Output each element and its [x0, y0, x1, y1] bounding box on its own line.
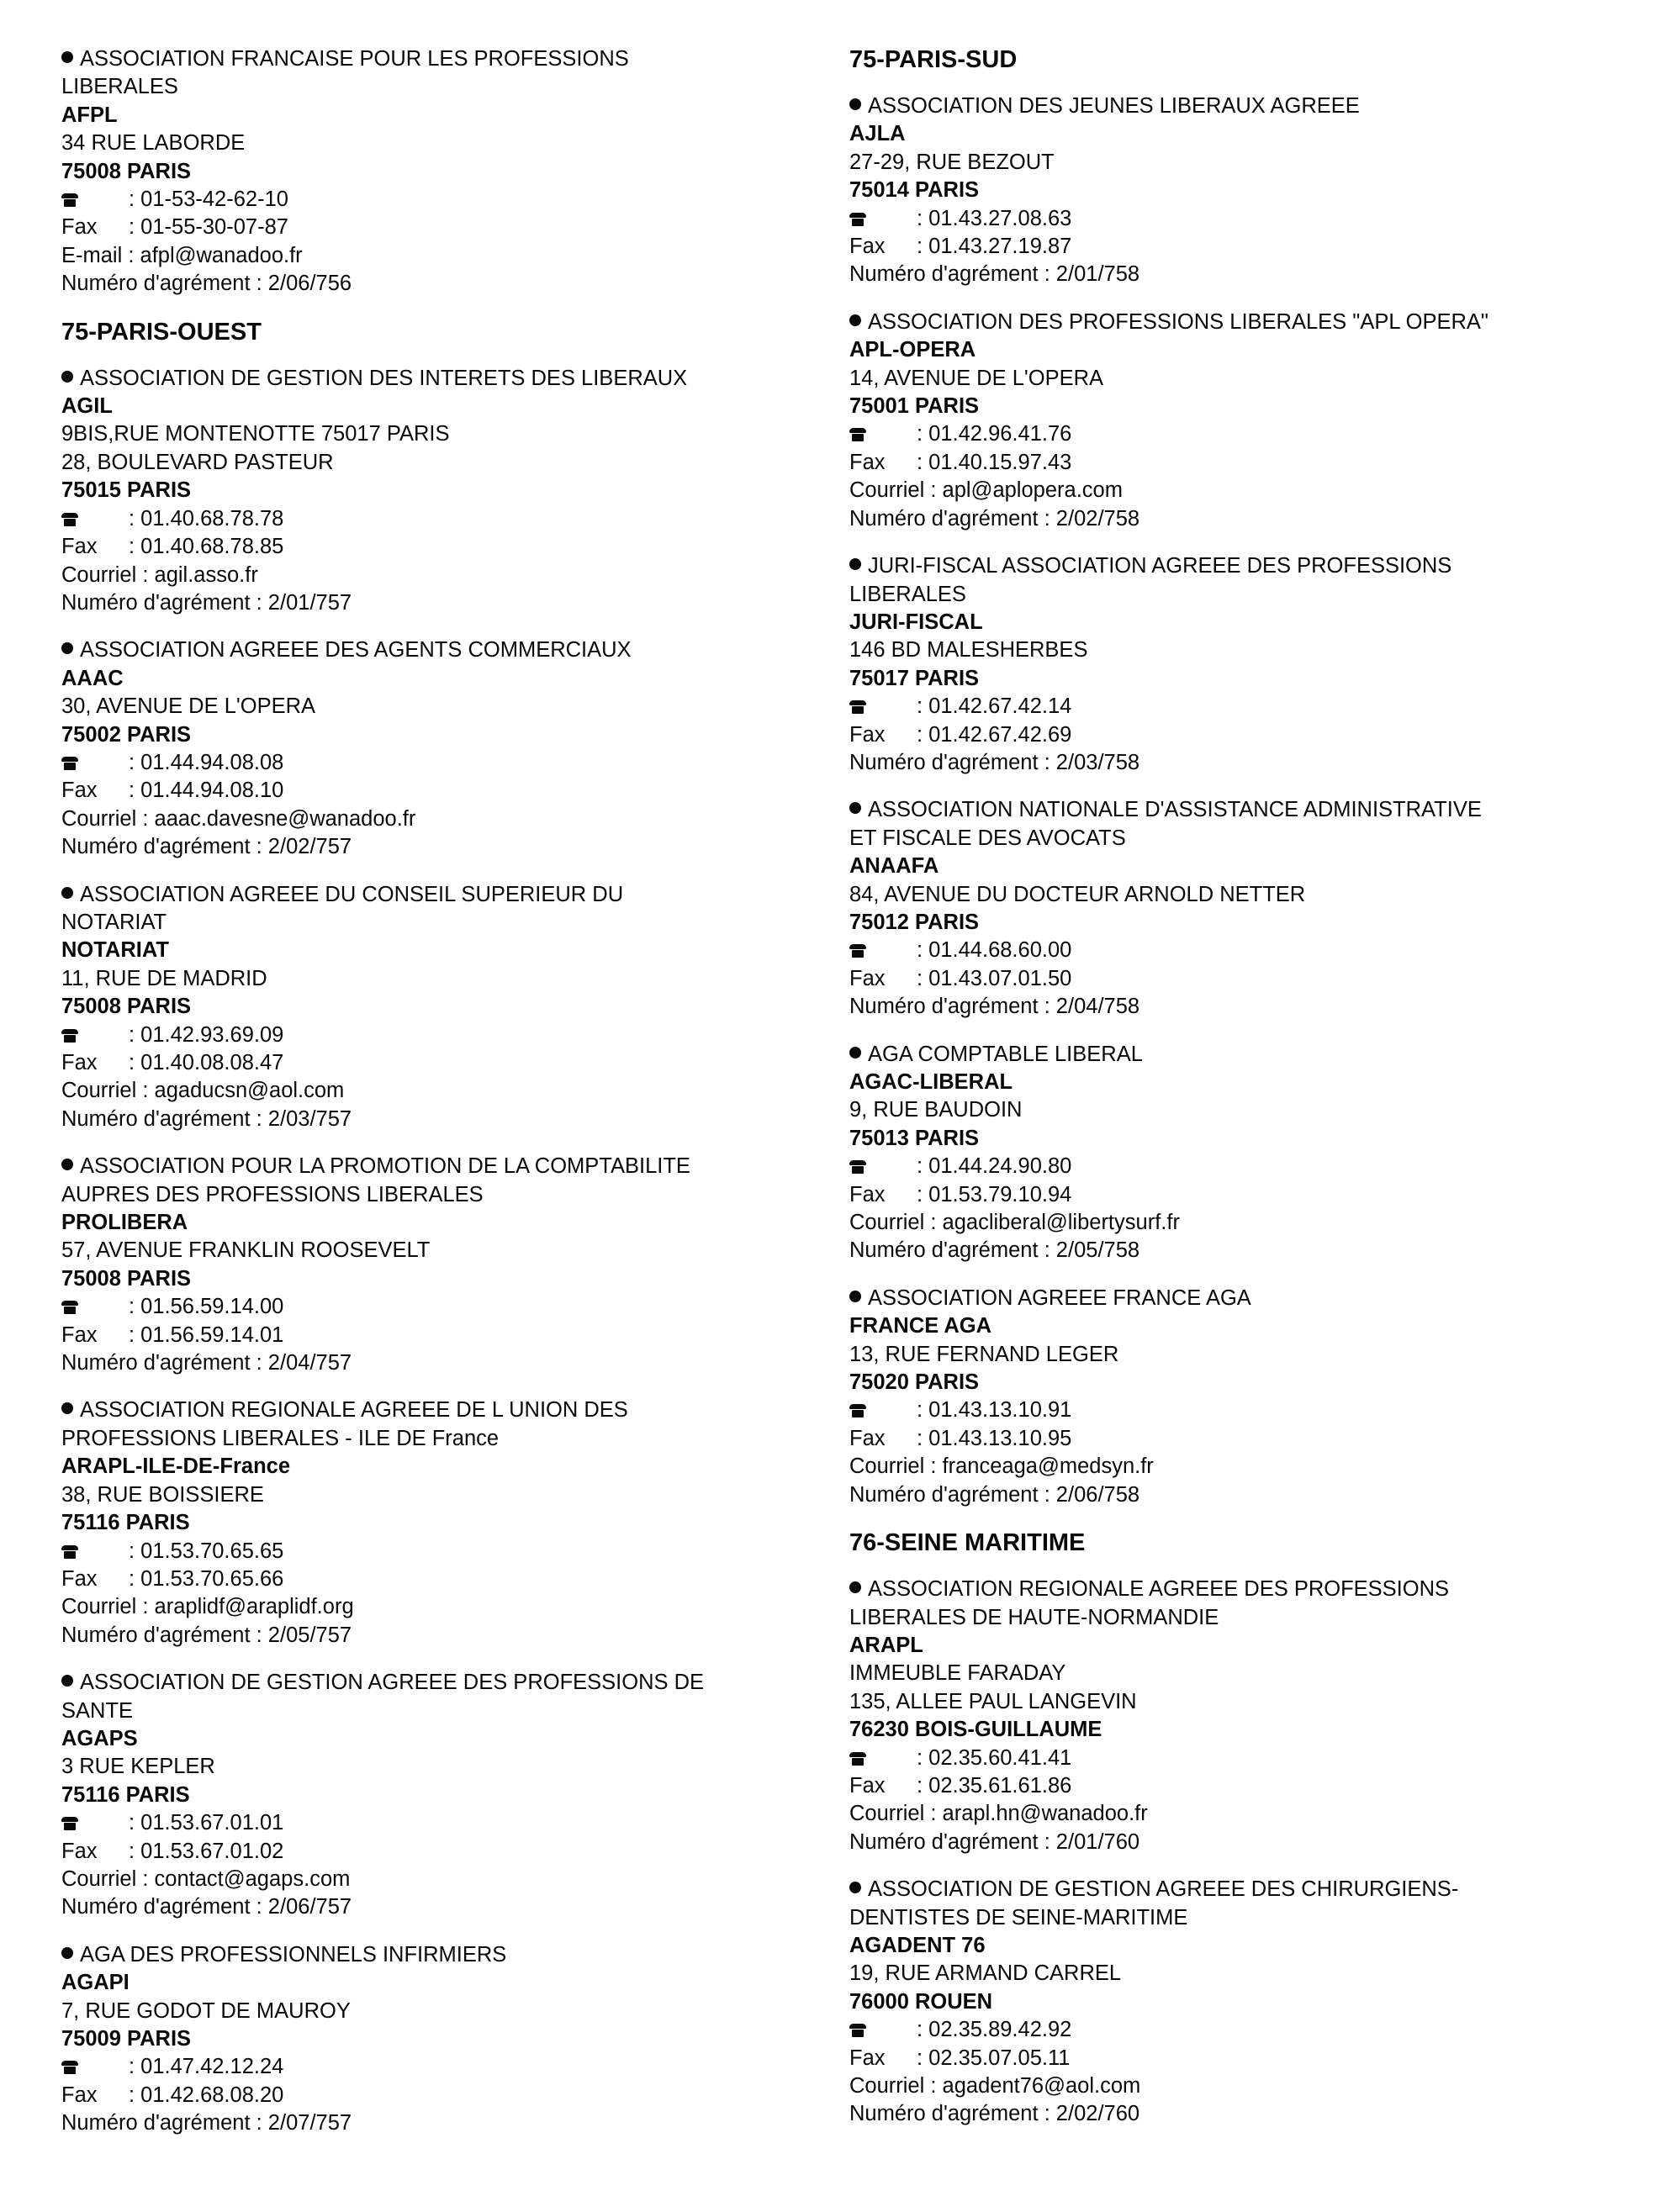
entry-city: 75012 PARIS	[849, 910, 980, 934]
entry-phone	[849, 420, 1589, 448]
fax-label: Fax	[849, 966, 886, 990]
phone-number: : 01.56.59.14.00	[129, 1295, 284, 1319]
entry-city: 75014 PARIS	[849, 178, 980, 203]
entry-name-text: ASSOCIATION POUR LA PROMOTION DE LA COMPTABILITE	[80, 1154, 690, 1179]
bullet-icon	[849, 1047, 861, 1058]
phone-number: : 01.43.13.10.91	[917, 1398, 1072, 1423]
fax-number: : 01.43.27.19.87	[917, 235, 1072, 259]
entry-address: 38, RUE BOISSIERE	[61, 1482, 264, 1507]
fax-number: : 01.42.68.08.20	[129, 2083, 284, 2107]
entry-acronym: JURI-FISCAL	[849, 610, 983, 634]
entry-name-line	[61, 881, 801, 909]
entry-address: 34 RUE LABORDE	[61, 131, 246, 156]
entry-fax	[61, 1322, 801, 1349]
entry-phone	[61, 1293, 801, 1321]
entry-fax	[849, 1181, 1589, 1209]
entry-phone	[61, 1809, 801, 1837]
entry-acronym: ARAPL	[849, 1633, 923, 1657]
entry-name-text: LIBERALES	[849, 582, 966, 606]
entry-agrement: Numéro d'agrément : 2/01/760	[849, 1829, 1140, 1854]
entry-name-line	[849, 1576, 1589, 1603]
entry-agrement: Numéro d'agrément : 2/03/757	[61, 1106, 352, 1131]
entry-email[interactable]: Courriel : agacliberal@libertysurf.fr	[849, 1211, 1180, 1235]
entry-name-line	[61, 1396, 801, 1424]
directory-entry	[849, 1285, 1589, 1509]
phone-label	[61, 749, 129, 777]
entry-phone	[849, 2016, 1589, 2044]
entry-address: 11, RUE DE MADRID	[61, 966, 267, 990]
entry-acronym: AGADENT 76	[849, 1933, 986, 1957]
entry-agrement: Numéro d'agrément : 2/02/760	[849, 2102, 1140, 2126]
entry-city: 76000 ROUEN	[849, 1989, 993, 2014]
entry-fax	[849, 233, 1589, 261]
entry-name-line	[61, 45, 801, 73]
bullet-icon	[849, 1291, 861, 1302]
phone-number: : 02.35.60.41.41	[917, 1745, 1072, 1770]
fax-number: : 01.53.79.10.94	[917, 1182, 1072, 1206]
entry-name-text: AGA COMPTABLE LIBERAL	[868, 1042, 1143, 1066]
entry-city: 75013 PARIS	[849, 1126, 980, 1150]
entry-fax	[849, 1772, 1589, 1800]
phone-icon	[61, 757, 78, 770]
fax-label: Fax	[849, 1773, 886, 1798]
bullet-icon	[61, 51, 73, 63]
entry-agrement: Numéro d'agrément : 2/02/757	[61, 835, 352, 859]
entry-acronym: AGIL	[61, 394, 113, 419]
phone-icon	[61, 1817, 78, 1830]
entry-phone	[61, 2053, 801, 2081]
entry-city: 75008 PARIS	[61, 995, 192, 1019]
entry-name-text: ASSOCIATION FRANCAISE POUR LES PROFESSIONS	[80, 47, 629, 71]
phone-icon	[61, 1545, 78, 1559]
entry-name-text: LIBERALES	[61, 75, 178, 99]
entry-acronym: AJLA	[849, 122, 906, 146]
fax-label: Fax	[61, 215, 98, 240]
entry-name-line	[849, 796, 1589, 824]
phone-label	[849, 1396, 917, 1424]
entry-email[interactable]: Courriel : franceaga@medsyn.fr	[849, 1454, 1154, 1479]
entry-name-text: NOTARIAT	[61, 910, 167, 934]
entry-name-text: SANTE	[61, 1698, 134, 1723]
directory-entry	[849, 309, 1589, 533]
entry-phone	[61, 1538, 801, 1565]
entry-name-line	[849, 1904, 1589, 1932]
directory-entry	[61, 636, 801, 861]
entry-name-text: ASSOCIATION AGREEE DES AGENTS COMMERCIAUX	[80, 638, 632, 663]
phone-label	[61, 1538, 129, 1565]
bullet-icon	[61, 642, 73, 654]
phone-icon	[849, 1752, 866, 1766]
phone-number: : 01-53-42-62-10	[129, 187, 288, 212]
directory-entry	[61, 1669, 801, 1922]
entry-name-line	[61, 636, 801, 664]
entry-address: 57, AVENUE FRANKLIN ROOSEVELT	[61, 1238, 431, 1263]
entry-acronym: AGAC-LIBERAL	[849, 1070, 1013, 1094]
phone-icon	[61, 1301, 78, 1314]
phone-label	[849, 420, 917, 448]
phone-number: : 01.44.94.08.08	[129, 750, 284, 774]
phone-number: : 01.53.67.01.01	[129, 1811, 284, 1835]
phone-label	[849, 1745, 917, 1772]
entry-name-text: ASSOCIATION DE GESTION AGREEE DES CHIRURGIENS-	[868, 1877, 1459, 1902]
entry-address: 9BIS,RUE MONTENOTTE 75017 PARIS	[61, 422, 450, 446]
entry-phone	[61, 505, 801, 533]
entry-name-line	[61, 1425, 801, 1453]
entry-city: 75001 PARIS	[849, 394, 980, 419]
entry-fax	[849, 2045, 1589, 2072]
entry-email[interactable]: Courriel : araplidf@araplidf.org	[61, 1595, 354, 1619]
entry-agrement: Numéro d'agrément : 2/05/757	[61, 1623, 352, 1647]
entry-fax	[61, 1838, 801, 1866]
phone-number: : 01.42.93.69.09	[129, 1022, 284, 1047]
phone-label	[61, 505, 129, 533]
entry-acronym: AGAPI	[61, 1971, 130, 1995]
entry-phone	[849, 205, 1589, 233]
phone-icon	[61, 193, 78, 207]
phone-icon	[849, 700, 866, 714]
entry-phone	[61, 1022, 801, 1049]
bullet-icon	[849, 1581, 861, 1593]
phone-icon	[849, 2024, 866, 2037]
fax-number: : 02.35.61.61.86	[917, 1773, 1072, 1798]
phone-number: : 01.43.27.08.63	[917, 206, 1072, 230]
directory-entry	[61, 1941, 801, 2138]
phone-label	[849, 937, 917, 964]
entry-city: 75116 PARIS	[61, 1782, 190, 1807]
fax-number: : 02.35.07.05.11	[917, 2046, 1071, 2070]
entry-name-line	[849, 309, 1589, 336]
directory-entry	[61, 1396, 801, 1650]
bullet-icon	[61, 1402, 73, 1414]
phone-label	[849, 2016, 917, 2044]
fax-label: Fax	[61, 535, 98, 559]
entry-acronym: APL-OPERA	[849, 338, 976, 362]
bullet-icon	[61, 887, 73, 899]
entry-fax	[61, 777, 801, 805]
fax-label: Fax	[61, 1322, 98, 1347]
entry-fax	[849, 449, 1589, 477]
entry-name-text: ASSOCIATION REGIONALE AGREEE DES PROFESSIONS	[868, 1577, 1450, 1602]
phone-label	[849, 205, 917, 233]
phone-number: : 01.53.70.65.65	[129, 1539, 284, 1563]
bullet-icon	[61, 1159, 73, 1170]
fax-number: : 01.44.94.08.10	[129, 779, 284, 803]
entry-name-line	[849, 581, 1589, 609]
entry-email[interactable]: Courriel : apl@aplopera.com	[849, 478, 1123, 503]
entry-email[interactable]: Courriel : agadent76@aol.com	[849, 2074, 1141, 2098]
fax-label: Fax	[849, 235, 886, 259]
phone-icon	[61, 513, 78, 526]
phone-icon	[849, 428, 866, 441]
entry-email[interactable]: Courriel : aaac.davesne@wanadoo.fr	[61, 806, 416, 831]
phone-number: : 01.40.68.78.78	[129, 506, 284, 531]
entry-address: 3 RUE KEPLER	[61, 1755, 215, 1779]
phone-label	[849, 693, 917, 721]
bullet-icon	[849, 98, 861, 110]
entry-address: 146 BD MALESHERBES	[849, 638, 1088, 663]
entry-address: 84, AVENUE DU DOCTEUR ARNOLD NETTER	[849, 882, 1306, 906]
entry-city: 75015 PARIS	[61, 478, 192, 503]
directory-entry	[61, 45, 801, 298]
entry-name-line	[849, 1876, 1589, 1903]
entry-agrement: Numéro d'agrément : 2/07/757	[61, 2111, 352, 2135]
bullet-icon	[61, 1675, 73, 1687]
bullet-icon	[849, 802, 861, 814]
section-title: 75-PARIS-OUEST	[61, 318, 262, 346]
entry-name-text: ASSOCIATION NATIONALE D'ASSISTANCE ADMINISTRATIVE	[868, 798, 1482, 822]
entry-acronym: NOTARIAT	[61, 938, 169, 963]
entry-name-text: ASSOCIATION DE GESTION DES INTERETS DES LIBERAUX	[80, 366, 688, 390]
entry-agrement: Numéro d'agrément : 2/04/758	[849, 995, 1140, 1019]
entry-name-line	[849, 1285, 1589, 1312]
entry-acronym: AAAC	[61, 666, 124, 690]
fax-number: : 01.56.59.14.01	[129, 1322, 284, 1347]
entry-name-line	[61, 909, 801, 937]
phone-icon	[849, 1160, 866, 1174]
entry-name-text: ASSOCIATION DE GESTION AGREEE DES PROFESSIONS DE	[80, 1671, 705, 1695]
entry-name-text: ASSOCIATION DES JEUNES LIBERAUX AGREEE	[868, 94, 1360, 118]
entry-agrement: Numéro d'agrément : 2/04/757	[61, 1351, 352, 1375]
entry-agrement: Numéro d'agrément : 2/06/756	[61, 272, 352, 296]
directory-entry	[849, 552, 1589, 777]
entry-city: 76230 BOIS-GUILLAUME	[849, 1718, 1102, 1742]
fax-label: Fax	[849, 450, 886, 474]
entry-phone	[849, 937, 1589, 964]
entry-agrement: Numéro d'agrément : 2/01/757	[61, 590, 352, 615]
entry-acronym: ANAAFA	[849, 854, 939, 879]
fax-number: : 01.40.08.08.47	[129, 1051, 284, 1074]
entry-city: 75017 PARIS	[849, 666, 980, 690]
phone-label	[61, 1809, 129, 1837]
entry-fax	[61, 1565, 801, 1593]
entry-email[interactable]: Courriel : agaducsn@aol.com	[61, 1079, 345, 1103]
fax-number: : 01.53.70.65.66	[129, 1566, 284, 1591]
bullet-icon	[849, 314, 861, 326]
entry-acronym: PROLIBERA	[61, 1211, 188, 1235]
entry-email[interactable]: Courriel : contact@agaps.com	[61, 1866, 351, 1891]
entry-email[interactable]: E-mail : afpl@wanadoo.fr	[61, 243, 303, 267]
entry-fax	[849, 965, 1589, 993]
bullet-icon	[849, 558, 861, 570]
entry-address: 9, RUE BAUDOIN	[849, 1098, 1023, 1122]
phone-number: : 01.47.42.12.24	[129, 2055, 284, 2079]
entry-phone	[849, 1745, 1589, 1772]
phone-icon	[849, 213, 866, 226]
entry-name-text: ET FISCALE DES AVOCATS	[849, 826, 1126, 850]
fax-number: : 01.40.15.97.43	[917, 450, 1072, 474]
entry-name-text: ASSOCIATION AGREEE DU CONSEIL SUPERIEUR DU	[80, 882, 624, 906]
directory-entry	[849, 1041, 1589, 1265]
entry-fax	[849, 721, 1589, 749]
section-title: 76-SEINE MARITIME	[849, 1529, 1086, 1557]
right-column	[849, 45, 1589, 2148]
entry-city: 75116 PARIS	[61, 1511, 190, 1535]
bullet-icon	[61, 1947, 73, 1959]
entry-phone	[849, 693, 1589, 721]
fax-number: : 01.40.68.78.85	[129, 535, 284, 559]
directory-entry	[61, 881, 801, 1134]
phone-number: : 01.44.68.60.00	[917, 938, 1072, 963]
entry-address: 19, RUE ARMAND CARREL	[849, 1961, 1122, 1986]
entry-address: 14, AVENUE DE L'OPERA	[849, 366, 1104, 390]
entry-name-line	[61, 1941, 801, 1969]
fax-label: Fax	[849, 722, 886, 747]
entry-address: 7, RUE GODOT DE MAUROY	[61, 1998, 351, 2023]
entry-name-line	[61, 1181, 801, 1209]
fax-number: : 01.43.07.01.50	[917, 966, 1072, 990]
fax-label: Fax	[61, 2083, 98, 2107]
entry-name-line	[61, 365, 801, 393]
entry-agrement: Numéro d'agrément : 2/06/758	[849, 1482, 1140, 1507]
entry-city: 75009 PARIS	[61, 2027, 192, 2051]
entry-name-text: ASSOCIATION REGIONALE AGREEE DE L UNION DES	[80, 1398, 628, 1423]
entry-address: 27-29, RUE BEZOUT	[849, 150, 1055, 174]
entry-name-line	[61, 73, 801, 101]
phone-icon	[61, 2061, 78, 2074]
directory-entry	[849, 1576, 1589, 1856]
entry-phone	[61, 186, 801, 214]
section-title: 75-PARIS-SUD	[849, 46, 1018, 73]
fax-number: : 01.42.67.42.69	[917, 722, 1072, 747]
entry-city: 75008 PARIS	[61, 1266, 192, 1291]
entry-agrement: Numéro d'agrément : 2/01/758	[849, 262, 1140, 287]
phone-label	[61, 1022, 129, 1049]
entry-agrement: Numéro d'agrément : 2/05/758	[849, 1238, 1140, 1263]
entry-fax	[61, 533, 801, 561]
entry-fax	[61, 2082, 801, 2109]
directory-entry	[61, 365, 801, 618]
fax-label: Fax	[849, 2046, 886, 2070]
entry-city: 75002 PARIS	[61, 722, 192, 747]
phone-icon	[849, 944, 866, 958]
bullet-icon	[849, 1882, 861, 1893]
entry-name-text: DENTISTES DE SEINE-MARITIME	[849, 1905, 1188, 1930]
entry-name-line	[61, 1153, 801, 1180]
entry-city: 75020 PARIS	[849, 1370, 980, 1395]
entry-agrement: Numéro d'agrément : 2/02/758	[849, 506, 1140, 531]
entry-address: 135, ALLEE PAUL LANGEVIN	[849, 1689, 1137, 1713]
fax-number: : 01.43.13.10.95	[917, 1426, 1072, 1450]
entry-agrement: Numéro d'agrément : 2/06/757	[61, 1895, 352, 1919]
entry-phone	[61, 749, 801, 777]
entry-email[interactable]: Courriel : arapl.hn@wanadoo.fr	[849, 1802, 1148, 1826]
entry-address: IMMEUBLE FARADAY	[849, 1661, 1066, 1686]
entry-fax	[849, 1425, 1589, 1453]
fax-label: Fax	[849, 1182, 886, 1206]
entry-name-line	[849, 552, 1589, 580]
entry-acronym: ARAPL-ILE-DE-France	[61, 1454, 291, 1479]
phone-number: : 02.35.89.42.92	[917, 2018, 1072, 2042]
entry-email[interactable]: Courriel : agil.asso.fr	[61, 562, 258, 587]
entry-acronym: AGAPS	[61, 1726, 138, 1750]
entry-name-text: PROFESSIONS LIBERALES - ILE DE France	[61, 1426, 500, 1450]
directory-entry	[61, 1153, 801, 1377]
bullet-icon	[61, 371, 73, 383]
entry-phone	[849, 1153, 1589, 1180]
entry-fax	[61, 1049, 801, 1077]
fax-label: Fax	[61, 779, 98, 803]
phone-number: : 01.42.67.42.14	[917, 694, 1072, 719]
entry-city: 75008 PARIS	[61, 159, 192, 183]
entry-name-text: JURI-FISCAL ASSOCIATION AGREEE DES PROFESSIONS	[868, 554, 1452, 578]
entry-fax	[61, 214, 801, 241]
fax-label: Fax	[61, 1051, 98, 1074]
left-column	[61, 45, 801, 2157]
entry-name-text: AGA DES PROFESSIONNELS INFIRMIERS	[80, 1942, 507, 1967]
fax-label: Fax	[849, 1426, 886, 1450]
entry-name-line	[849, 1041, 1589, 1069]
directory-entry	[849, 92, 1589, 289]
entry-address: 28, BOULEVARD PASTEUR	[61, 450, 334, 474]
phone-icon	[849, 1404, 866, 1417]
entry-address: 13, RUE FERNAND LEGER	[849, 1342, 1119, 1366]
fax-label: Fax	[61, 1566, 98, 1591]
entry-acronym: AFPL	[61, 103, 118, 127]
entry-acronym: FRANCE AGA	[849, 1314, 992, 1338]
fax-number: : 01.53.67.01.02	[129, 1839, 284, 1863]
entry-name-text: ASSOCIATION AGREEE FRANCE AGA	[868, 1285, 1251, 1310]
phone-label	[61, 2053, 129, 2081]
fax-label: Fax	[61, 1839, 98, 1863]
directory-entry	[849, 796, 1589, 1021]
phone-label	[61, 1293, 129, 1321]
entry-name-line	[61, 1697, 801, 1725]
entry-phone	[849, 1396, 1589, 1424]
entry-agrement: Numéro d'agrément : 2/03/758	[849, 750, 1140, 774]
entry-name-line	[849, 92, 1589, 120]
phone-number: : 01.42.96.41.76	[917, 422, 1072, 446]
entry-address: 30, AVENUE DE L'OPERA	[61, 694, 316, 719]
phone-label	[61, 186, 129, 214]
fax-number: : 01-55-30-07-87	[129, 215, 288, 240]
phone-label	[849, 1153, 917, 1180]
entry-name-line	[849, 825, 1589, 853]
entry-name-text: AUPRES DES PROFESSIONS LIBERALES	[61, 1182, 484, 1206]
phone-number: : 01.44.24.90.80	[917, 1154, 1072, 1179]
entry-name-line	[61, 1669, 801, 1697]
entry-name-text: ASSOCIATION DES PROFESSIONS LIBERALES "APL OPERA"	[868, 309, 1488, 334]
entry-name-line	[849, 1604, 1589, 1632]
entry-name-text: LIBERALES DE HAUTE-NORMANDIE	[849, 1605, 1219, 1629]
phone-icon	[61, 1029, 78, 1043]
directory-entry	[849, 1876, 1589, 2129]
